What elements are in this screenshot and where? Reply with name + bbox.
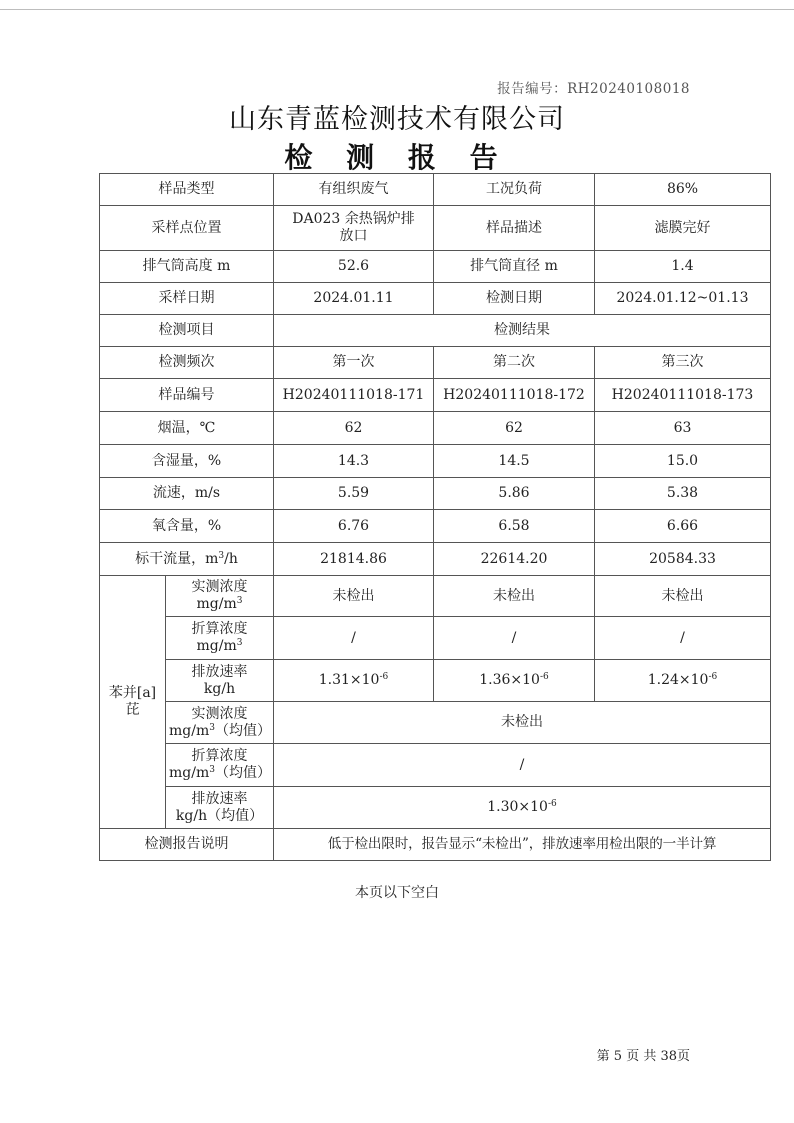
flow-label-text: 标干流量，m	[135, 550, 219, 567]
note-text: 低于检出限时，报告显示“未检出”，排放速率用检出限的一半计算	[274, 829, 771, 861]
load-label: 工况负荷	[434, 174, 595, 206]
avg-converted-label-text: 折算浓度	[191, 748, 248, 764]
table-row	[100, 347, 771, 379]
rate-2-base: 1.36×10	[479, 672, 540, 688]
page-number: 第 5 页 共 38页	[596, 1049, 690, 1064]
rate-3-base: 1.24×10	[647, 672, 709, 688]
table-row	[100, 576, 771, 617]
temp-3: 63	[595, 412, 771, 445]
sample-no-2: H20240111018-172	[434, 379, 595, 412]
converted-3: /	[595, 617, 771, 660]
avg-measured-unit: mg/m	[169, 722, 210, 739]
avg-converted-label	[166, 744, 274, 787]
flow-3: 20584.33	[595, 543, 771, 576]
avg-converted-unit-sup: 3	[209, 765, 215, 775]
velocity-label: 流速，m/s	[100, 478, 274, 510]
oxygen-1: 6.76	[274, 510, 434, 543]
moisture-1: 14.3	[274, 445, 434, 478]
flow-label-unit: /h	[224, 550, 238, 567]
freq-1: 第一次	[274, 347, 434, 379]
measured-1: 未检出	[274, 576, 434, 617]
measured-unit-sup: 3	[236, 596, 243, 606]
location-value: DA023 余热锅炉排放口	[274, 206, 434, 251]
pollutant-name: 苯并[a]芘	[100, 576, 166, 829]
oxygen-2: 6.58	[434, 510, 595, 543]
table-row	[100, 744, 771, 787]
avg-measured-label	[166, 702, 274, 744]
desc-label: 样品描述	[434, 206, 595, 251]
desc-value: 滤膜完好	[595, 206, 771, 251]
test-date-label: 检测日期	[434, 283, 595, 315]
freq-3: 第三次	[595, 347, 771, 379]
temp-label: 烟温，℃	[100, 412, 274, 445]
table-row	[100, 510, 771, 543]
sample-date-value: 2024.01.11	[274, 283, 434, 315]
flow-label	[100, 543, 274, 576]
table-row	[100, 283, 771, 315]
measured-label	[166, 576, 274, 617]
table-row	[100, 315, 771, 347]
note-label: 检测报告说明	[100, 829, 274, 861]
measured-unit: mg/m	[196, 596, 237, 612]
table-row	[100, 617, 771, 660]
avg-converted-value: /	[274, 744, 771, 787]
temp-2: 62	[434, 412, 595, 445]
avg-measured-label-text: 实测浓度	[191, 705, 248, 722]
company-name: 山东青蓝检测技术有限公司	[229, 104, 565, 135]
avg-rate-exp: -6	[547, 799, 557, 809]
rate-1-base: 1.31×10	[318, 672, 380, 688]
stack-diameter-value: 1.4	[595, 251, 771, 283]
item-label: 检测项目	[100, 315, 274, 347]
table-row	[100, 478, 771, 510]
rate-3	[595, 660, 771, 702]
avg-converted-unit-suffix: （均值）	[214, 765, 271, 781]
moisture-2: 14.5	[434, 445, 595, 478]
oxygen-3: 6.66	[595, 510, 771, 543]
sample-type-value: 有组织废气	[274, 174, 434, 206]
table-row	[100, 829, 771, 861]
report-number: 报告编号：RH20240108018	[497, 81, 690, 97]
sample-no-label: 样品编号	[100, 379, 274, 412]
document-title: 检 测 报 告	[284, 141, 510, 174]
load-value: 86%	[595, 174, 771, 206]
stack-height-value: 52.6	[274, 251, 434, 283]
moisture-3: 15.0	[595, 445, 771, 478]
avg-rate-label	[166, 787, 274, 829]
converted-1: /	[274, 617, 434, 660]
result-label: 检测结果	[274, 315, 771, 347]
test-date-value: 2024.01.12~01.13	[595, 283, 771, 315]
rate-label-text: 排放速率	[191, 663, 248, 680]
rate-1	[274, 660, 434, 702]
freq-2: 第二次	[434, 347, 595, 379]
avg-rate-base: 1.30×10	[487, 799, 548, 815]
blank-note: 本页以下空白	[355, 885, 439, 901]
velocity-3: 5.38	[595, 478, 771, 510]
converted-2: /	[434, 617, 595, 660]
stack-diameter-label: 排气筒直径 m	[434, 251, 595, 283]
velocity-2: 5.86	[434, 478, 595, 510]
rate-3-exp: -6	[708, 672, 718, 682]
measured-2: 未检出	[434, 576, 595, 617]
temp-1: 62	[274, 412, 434, 445]
avg-rate-unit: kg/h（均值）	[175, 807, 264, 824]
stack-height-label: 排气筒高度 m	[100, 251, 274, 283]
flow-2: 22614.20	[434, 543, 595, 576]
flow-label-sup: 3	[218, 550, 225, 561]
rate-unit: kg/h	[203, 680, 236, 697]
measured-label-text: 实测浓度	[191, 579, 248, 595]
moisture-label: 含湿量，%	[100, 445, 274, 478]
converted-unit: mg/m	[196, 638, 237, 654]
avg-measured-value: 未检出	[274, 702, 771, 744]
sample-no-1: H20240111018-171	[274, 379, 434, 412]
table-row	[100, 379, 771, 412]
report-table	[99, 173, 771, 861]
oxygen-label: 氧含量，%	[100, 510, 274, 543]
sample-type-label: 样品类型	[100, 174, 274, 206]
rate-2-exp: -6	[539, 672, 549, 682]
table-row	[100, 787, 771, 829]
table-row	[100, 660, 771, 702]
avg-rate-value	[274, 787, 771, 829]
avg-converted-unit: mg/m	[169, 765, 210, 781]
measured-3: 未检出	[595, 576, 771, 617]
converted-label-text: 折算浓度	[191, 621, 248, 637]
table-row	[100, 412, 771, 445]
sample-date-label: 采样日期	[100, 283, 274, 315]
velocity-1: 5.59	[274, 478, 434, 510]
rate-2	[434, 660, 595, 702]
table-row	[100, 206, 771, 251]
top-rule	[0, 9, 794, 10]
flow-1: 21814.86	[274, 543, 434, 576]
avg-measured-unit-sup: 3	[209, 722, 215, 733]
rate-label	[166, 660, 274, 702]
table-row	[100, 251, 771, 283]
sample-no-3: H20240111018-173	[595, 379, 771, 412]
table-row	[100, 702, 771, 744]
avg-rate-label-text: 排放速率	[191, 790, 248, 807]
table-row	[100, 543, 771, 576]
table-row	[100, 174, 771, 206]
location-label: 采样点位置	[100, 206, 274, 251]
converted-label	[166, 617, 274, 660]
freq-label: 检测频次	[100, 347, 274, 379]
table-row	[100, 445, 771, 478]
rate-1-exp: -6	[379, 672, 389, 682]
avg-measured-unit-suffix: （均值）	[214, 722, 271, 739]
converted-unit-sup: 3	[236, 638, 243, 648]
